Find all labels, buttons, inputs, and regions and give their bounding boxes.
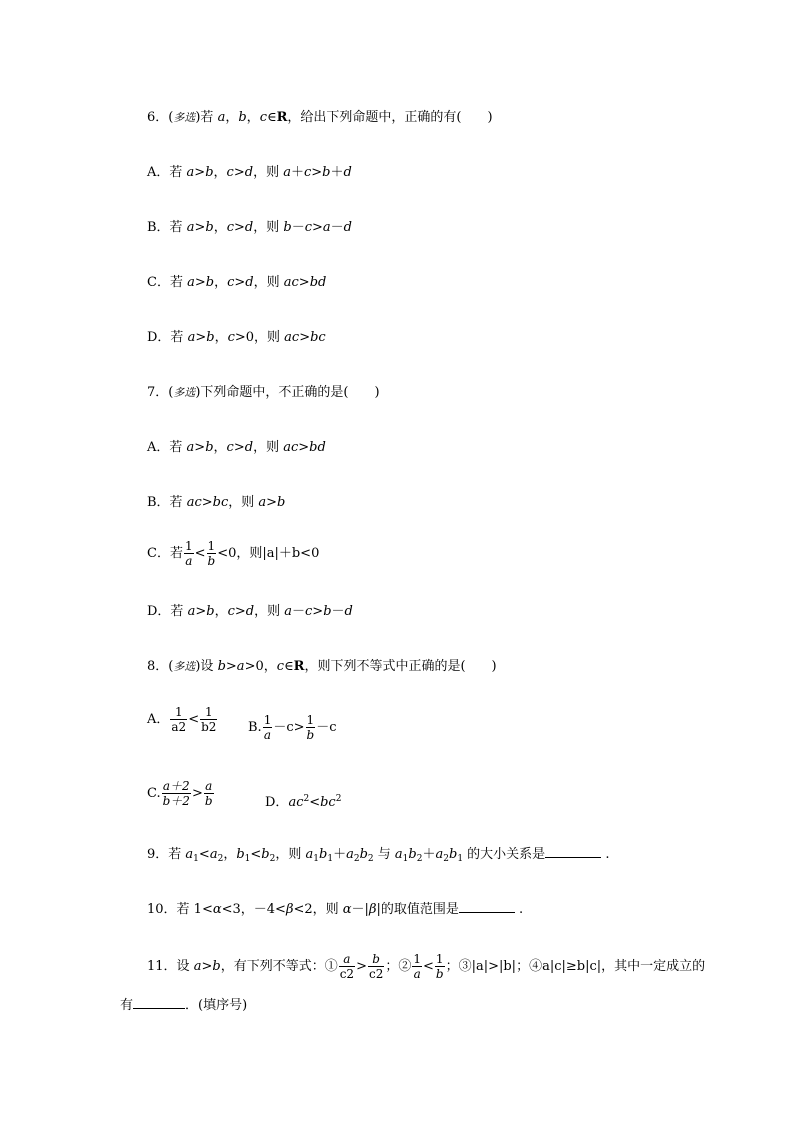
q6-option-b: B．若 a>b，c>d，则 b－c>a－d: [147, 220, 352, 235]
q7-option-d: D．若 a>b，c>d，则 a－c>b－d: [147, 604, 353, 619]
frac-num: a: [339, 953, 355, 967]
q8-c-gt: >: [191, 786, 203, 801]
frac-den: b2: [201, 720, 217, 734]
frac-num: 1: [306, 713, 315, 727]
q8-a-label: A．: [147, 712, 170, 727]
frac-num: a: [205, 779, 213, 793]
q6-option-d: D．若 a>b，c>0，则 ac>bc: [147, 330, 326, 345]
q11-line2-end: ．(填序号): [185, 998, 248, 1013]
frac-den: b: [435, 967, 444, 981]
q11-fraction-2: [368, 953, 384, 980]
q6-option-a: A．若 a>b，c>d，则 a＋c>b＋d: [147, 165, 352, 180]
frac-num: 1: [170, 706, 187, 720]
frac-den: c2: [368, 967, 384, 981]
q11-fraction-3: [412, 953, 422, 980]
frac-num: b: [368, 953, 384, 967]
q7-stem: 7．(多选)下列命题中，不正确的是( ): [147, 385, 380, 400]
q7-option-b: B．若 ac>bc，则 a>b: [147, 495, 286, 510]
q11-rest: ；③|a|>|b|；④a|c|≥b|c|，其中一定成立的: [445, 959, 706, 974]
frac-den: b: [306, 728, 315, 742]
q10-answer-blank[interactable]: [459, 900, 515, 913]
q6-option-c: C．若 a>b，c>d，则 ac>bd: [147, 275, 327, 290]
frac-num: 1: [207, 539, 216, 553]
frac-num: 1: [413, 952, 421, 966]
q11-lt: <: [422, 959, 434, 974]
q8-b-end: －c: [316, 720, 337, 735]
q8-c-fraction-1: [162, 780, 191, 807]
q11-line-2: [120, 996, 247, 1014]
q10-end: .: [518, 902, 524, 917]
q7-c-suffix: <0，则|a|＋b<0: [217, 546, 320, 561]
q8-b-mid: －c>: [273, 720, 305, 735]
q8-c-label: C.: [147, 786, 161, 801]
frac-den: a: [413, 967, 421, 981]
q8-b-label: B.: [248, 720, 262, 735]
q8-c-fraction-2: [204, 780, 214, 807]
frac-den: b: [207, 554, 216, 568]
frac-num: 1: [435, 952, 444, 966]
q10-text: 10．若 1<α<3，－4<β<2，则 α－|β|的取值范围是 .: [147, 902, 524, 917]
frac-den: a: [185, 554, 193, 568]
q7-option-a: A．若 a>b，c>d，则 ac>bd: [147, 440, 326, 455]
frac-den: c2: [339, 967, 355, 981]
q8-option-b: [248, 714, 336, 741]
frac-den: a: [263, 728, 272, 742]
q7-c-prefix: C．若: [147, 546, 183, 561]
q8-b-fraction-2: [306, 714, 316, 741]
q8-option-a: [147, 706, 218, 733]
q11-line2-prefix: 有: [120, 998, 134, 1013]
frac-den: b: [204, 794, 213, 808]
q9-text: 9．若 $a_1<a_2$，$b_1<b_2$，则 $a_1b_1+a_2b_2$ 与 $a_1b_2+a_2b_1$ 的大小关系是 .: [147, 847, 610, 864]
q11-fraction-1: [339, 953, 355, 980]
q7-c-fraction-1: [184, 540, 194, 567]
q8-option-d: D．$ac^2<bc^2$: [265, 794, 342, 810]
q11-gt: >: [356, 959, 367, 974]
q9-answer-blank[interactable]: [545, 845, 601, 858]
q11-line-1: 11．设 a>b，有下列不等式：① $\frac{a}{c2}$ > $\frac{b}{c2}$ ；② $\frac{1}{a}$ < $\frac{1}{b}$ ；③|a|>|b|；④a|c|≥b|c|，其中一定成立的: [147, 952, 706, 981]
frac-num: a＋2: [162, 779, 190, 793]
frac-num: 1: [263, 713, 272, 727]
q7-c-lt: <: [194, 546, 206, 561]
frac-num: 1: [184, 539, 193, 553]
q8-a-fraction-2: [200, 706, 217, 733]
q11-fraction-4: [435, 953, 445, 980]
q8-stem: 8．(多选)设 b>a>0，c∈R，则下列不等式中正确的是( ): [147, 659, 497, 674]
q8-a-fraction-1: [170, 706, 187, 733]
q7-c-fraction-2: [207, 540, 217, 567]
q11-mid: ；②: [385, 959, 412, 974]
q8-a-lt: <: [188, 712, 200, 727]
q8-b-fraction-1: [263, 714, 273, 741]
q11-answer-blank[interactable]: [133, 996, 185, 1009]
q9-end: .: [605, 847, 610, 862]
frac-den: a2: [171, 720, 187, 734]
q6-stem: 6．(多选)若 a，b，c∈R，给出下列命题中，正确的有( ): [147, 110, 493, 125]
q7-option-c: [147, 540, 319, 567]
frac-den: b＋2: [162, 794, 190, 808]
q8-option-c: [147, 780, 215, 807]
frac-num: 1: [200, 706, 217, 720]
